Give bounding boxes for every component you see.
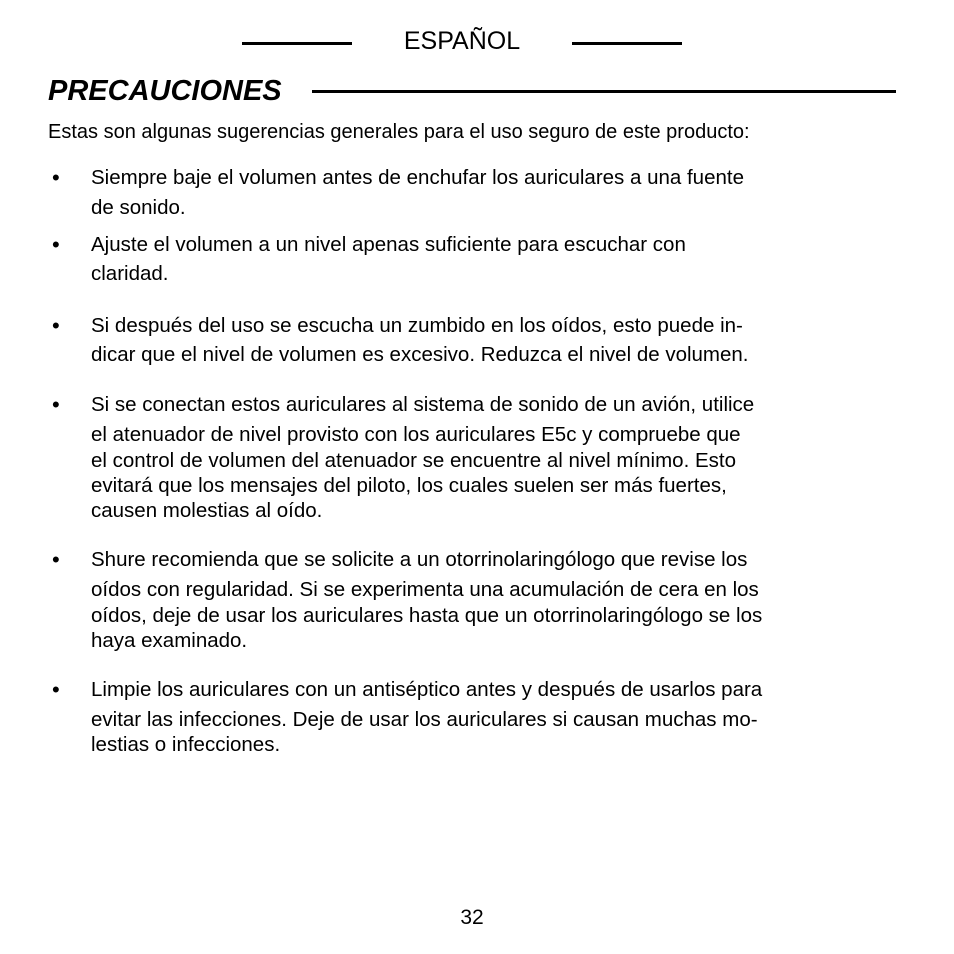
bullet-line: oídos, deje de usar los auriculares hasta que un otorrinolaringólogo se los [91,604,763,627]
bullet-line: el control de volumen del atenuador se encuentre al nivel mínimo. Esto [91,449,736,472]
bullet-dot: • [52,677,60,702]
bullet-dot: • [52,313,60,338]
bullet-line: Siempre baje el volumen antes de enchufar los auriculares a una fuente [91,166,744,189]
language-header [0,26,954,56]
bullet-line: Ajuste el volumen a un nivel apenas suficiente para escuchar con [91,233,686,256]
header-rule-right [572,42,682,45]
bullet-line: evitar las infecciones. Deje de usar los auriculares si causan muchas mo- [91,708,758,731]
bullet-line: dicar que el nivel de volumen es excesivo. Reduzca el nivel de volumen. [91,343,749,366]
header-rule-left [242,42,352,45]
bullet-line: evitará que los mensajes del piloto, los cuales suelen ser más fuertes, [91,474,727,497]
bullet-line: haya examinado. [91,629,248,652]
bullet-dot: • [52,232,60,257]
bullet-line: Limpie los auriculares con un antiséptico antes y después de usarlos para [91,678,763,701]
bullet-line: Si después del uso se escucha un zumbido en los oídos, esto puede in- [91,314,743,337]
section-title: PRECAUCIONES [48,75,282,107]
bullet-line: el atenuador de nivel provisto con los auriculares E5c y compruebe que [91,423,741,446]
bullet-line: claridad. [91,262,169,285]
bullet-dot: • [52,392,60,417]
bullet-dot: • [52,165,60,190]
page-number: 32 [460,906,484,929]
bullet-line: de sonido. [91,196,186,219]
bullet-line: oídos con regularidad. Si se experimenta una acumulación de cera en los [91,578,759,601]
bullet-line: lestias o infecciones. [91,733,281,756]
bullet-line: Shure recomienda que se solicite a un otorrinolaringólogo que revise los [91,548,748,571]
title-rule [312,90,896,93]
bullet-line: causen molestias al oído. [91,499,323,522]
language-label: ESPAÑOL [403,27,521,55]
intro-text: Estas son algunas sugerencias generales para el uso seguro de este producto: [48,121,750,143]
bullet-dot: • [52,547,60,572]
bullet-line: Si se conectan estos auriculares al sistema de sonido de un avión, utilice [91,393,755,416]
